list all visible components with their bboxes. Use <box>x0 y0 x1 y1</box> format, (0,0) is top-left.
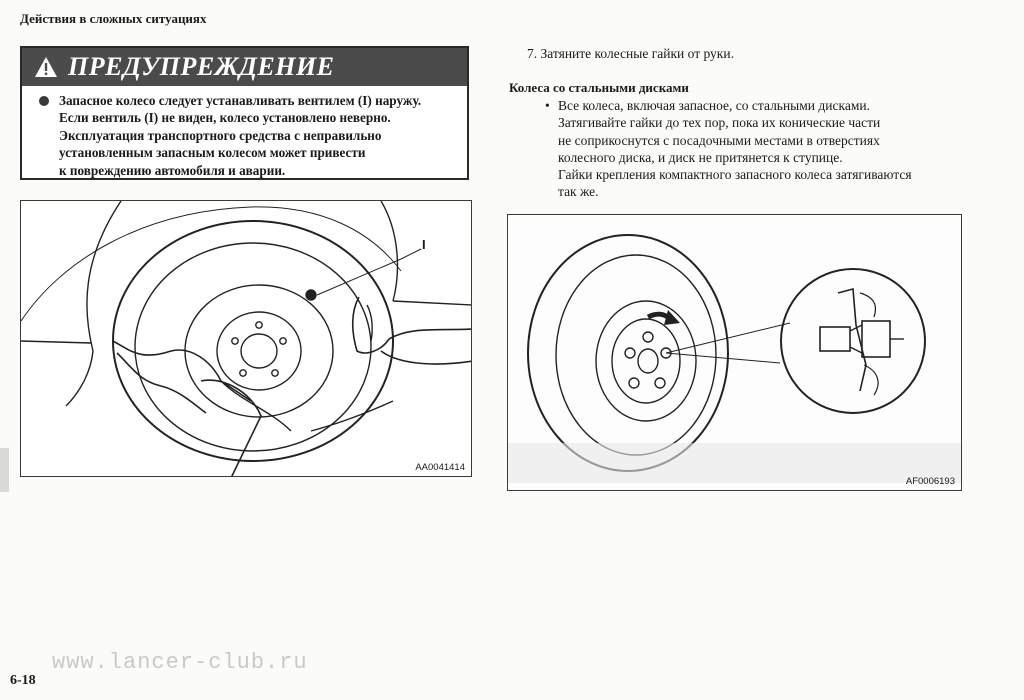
paragraph-line: Все колеса, включая запасное, со стальными дисками. <box>558 98 870 113</box>
warning-line: установленным запасным колесом может привести <box>59 145 366 161</box>
valve-callout-label: I <box>422 237 426 252</box>
warning-triangle-icon <box>34 56 58 78</box>
figure-code: AA0041414 <box>415 462 465 473</box>
paragraph-line: не соприкоснутся с посадочными местами в отверстиях <box>558 132 880 148</box>
page-number: 6-18 <box>10 673 36 688</box>
steel-wheels-paragraph <box>545 97 912 201</box>
warning-box <box>20 46 469 180</box>
warning-line: Если вентиль (I) не виден, колесо установлено неверно. <box>59 110 391 126</box>
warning-title: ПРЕДУПРЕЖДЕНИЕ <box>68 52 335 81</box>
step-7: 7. Затяните колесные гайки от руки. <box>527 46 734 61</box>
paragraph-line: Гайки крепления компактного запасного колеса затягиваются <box>558 167 912 183</box>
section-header: Действия в сложных ситуациях <box>20 11 207 26</box>
subheading-steel-wheels: Колеса со стальными дисками <box>509 80 689 95</box>
warning-banner <box>22 48 467 86</box>
spare-wheel-mounting-illustration <box>20 200 472 477</box>
watermark: www.lancer-club.ru <box>52 650 308 675</box>
wheel-nut-seat-illustration <box>507 214 962 491</box>
paragraph-line: Затягивайте гайки до тех пор, пока их конические части <box>558 115 881 131</box>
bullet-icon: • <box>545 98 550 113</box>
paragraph-line: так же. <box>558 184 599 200</box>
paragraph-line: колесного диска, и диск не притянется к ступице. <box>558 149 843 165</box>
warning-line: Эксплуатация транспортного средства с неправильно <box>59 127 382 143</box>
figure-code: AF0006193 <box>905 476 955 487</box>
page-edge-tab <box>0 448 9 492</box>
wheel-hands-drawing <box>21 201 472 477</box>
bullet-icon <box>39 96 49 106</box>
warning-line: Запасное колесо следует устанавливать вентилем (I) наружу. <box>59 93 422 108</box>
warning-line: к повреждению автомобиля и аварии. <box>59 162 286 178</box>
warning-text <box>22 86 467 179</box>
wheel-nut-detail-drawing <box>508 215 962 491</box>
